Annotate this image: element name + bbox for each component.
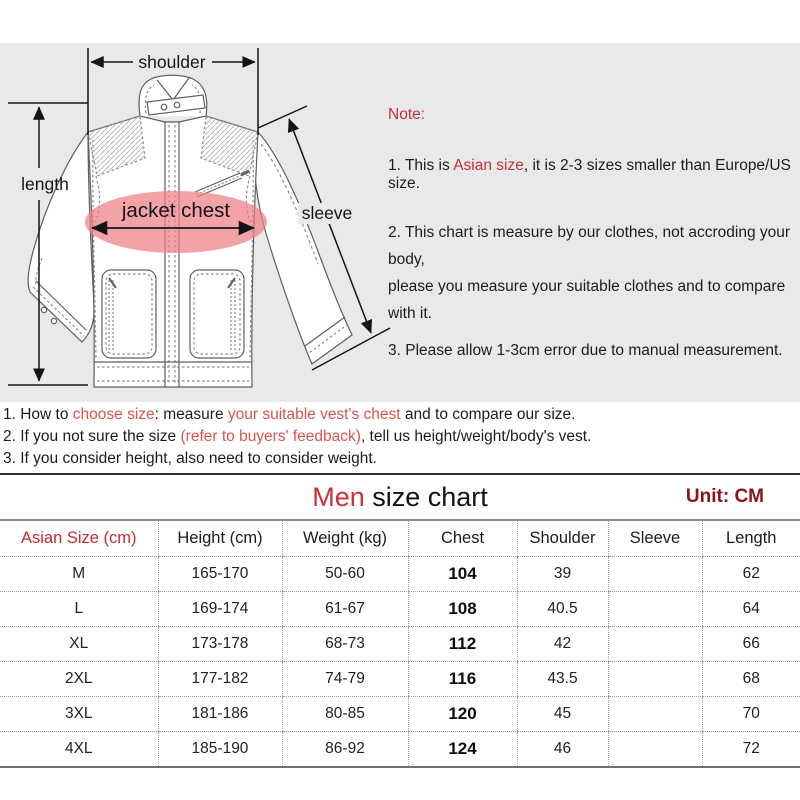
asian-size-highlight: Asian size: [453, 157, 524, 174]
length-label: length: [21, 174, 69, 194]
size-cell: 173-178: [158, 627, 282, 662]
size-row-l: [0, 592, 800, 627]
jacket-chest-label: jacket chest: [121, 199, 231, 222]
column-header-sleeve: Sleeve: [608, 521, 702, 557]
size-cell: 112: [408, 627, 517, 662]
sleeve-label: sleeve: [301, 203, 353, 223]
size-cell: 86-92: [282, 732, 408, 768]
size-cell: 45: [517, 697, 608, 732]
size-cell: [608, 627, 702, 662]
size-cell: [608, 697, 702, 732]
size-cell: 120: [408, 697, 517, 732]
shoulder-label: shoulder: [138, 52, 206, 72]
size-chart-header-row: [0, 521, 800, 557]
size-row-m: [0, 557, 800, 592]
size-cell: 70: [702, 697, 800, 732]
size-cell: 116: [408, 662, 517, 697]
size-cell: 108: [408, 592, 517, 627]
tip-3: 3. If you consider height, also need to consider weight.: [3, 450, 377, 467]
size-chart-table: [0, 521, 800, 768]
size-cell: 61-67: [282, 592, 408, 627]
size-cell: 40.5: [517, 592, 608, 627]
size-row-3xl: [0, 697, 800, 732]
jacket-measurement-diagram: [0, 40, 400, 405]
size-cell: 181-186: [158, 697, 282, 732]
column-header-height-cm: Height (cm): [158, 521, 282, 557]
size-cell: 165-170: [158, 557, 282, 592]
size-cell: 68: [702, 662, 800, 697]
size-cell: XL: [0, 627, 158, 662]
column-header-shoulder: Shoulder: [517, 521, 608, 557]
size-cell: 64: [702, 592, 800, 627]
size-cell: L: [0, 592, 158, 627]
tip-2: 2. If you not sure the size (refer to buyers' feedback), tell us height/weight/body's vest.: [3, 428, 592, 445]
note-item-2: 2. This chart is measure by our clothes, not accroding your body, please you measure your suitable clothes and to compare with it.: [388, 224, 791, 322]
size-cell: [608, 592, 702, 627]
column-header-length: Length: [702, 521, 800, 557]
size-cell: 50-60: [282, 557, 408, 592]
size-cell: 66: [702, 627, 800, 662]
note-item-1: 1. This is Asian size, it is 2-3 sizes smaller than Europe/US size.: [388, 157, 791, 192]
size-chart-title-row: [0, 475, 800, 521]
size-row-4xl: [0, 732, 800, 768]
notes-heading: Note:: [388, 106, 426, 123]
size-cell: [608, 662, 702, 697]
column-header-asian-size-cm: Asian Size (cm): [0, 521, 158, 557]
size-row-2xl: [0, 662, 800, 697]
size-cell: [608, 557, 702, 592]
size-row-xl: [0, 627, 800, 662]
tip-1: 1. How to choose size: measure your suitable vest's chest and to compare our size.: [3, 406, 576, 423]
size-cell: 4XL: [0, 732, 158, 768]
size-cell: [608, 732, 702, 768]
size-cell: 177-182: [158, 662, 282, 697]
notes-block: [388, 106, 796, 360]
size-cell: 39: [517, 557, 608, 592]
size-cell: 72: [702, 732, 800, 768]
size-cell: 80-85: [282, 697, 408, 732]
size-cell: 68-73: [282, 627, 408, 662]
column-header-weight-kg: Weight (kg): [282, 521, 408, 557]
size-chart-title: Men size chart: [312, 482, 488, 512]
size-cell: 74-79: [282, 662, 408, 697]
size-cell: 43.5: [517, 662, 608, 697]
size-cell: 104: [408, 557, 517, 592]
size-cell: 124: [408, 732, 517, 768]
tips-block: [3, 404, 603, 470]
size-cell: 62: [702, 557, 800, 592]
size-cell: 42: [517, 627, 608, 662]
note-item-3: 3. Please allow 1-3cm error due to manual measurement.: [388, 342, 783, 359]
size-cell: 185-190: [158, 732, 282, 768]
size-cell: M: [0, 557, 158, 592]
size-cell: 46: [517, 732, 608, 768]
unit-label: Unit: CM: [685, 486, 764, 507]
size-cell: 3XL: [0, 697, 158, 732]
size-chart: [0, 473, 800, 768]
column-header-chest: Chest: [408, 521, 517, 557]
size-cell: 169-174: [158, 592, 282, 627]
size-cell: 2XL: [0, 662, 158, 697]
